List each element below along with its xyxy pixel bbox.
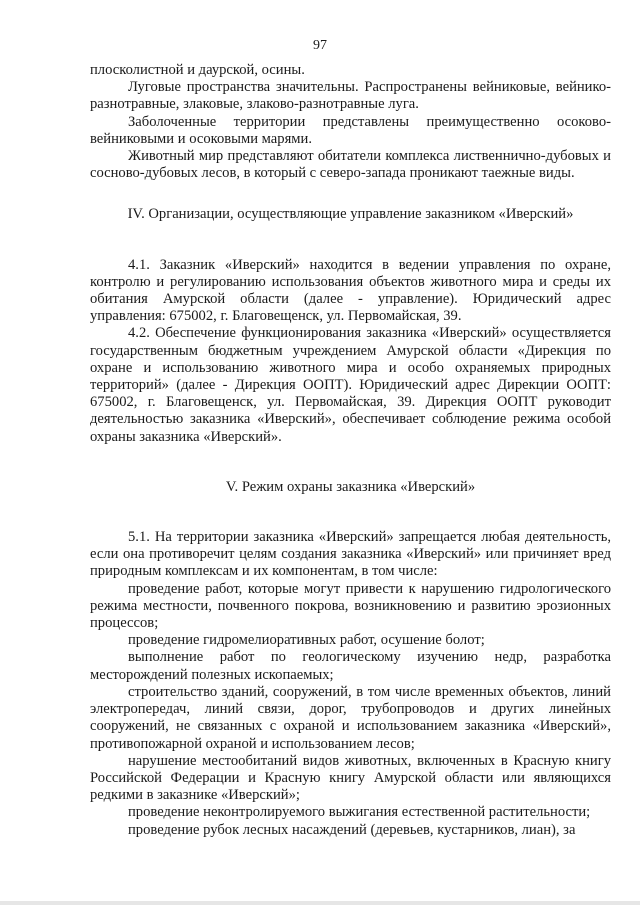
paragraph: Заболоченные территории представлены преимущественно осоково-вейниковыми и осоковыми марями. <box>90 113 611 147</box>
list-item: проведение рубок лесных насаждений (деревьев, кустарников, лиан), за <box>128 821 576 838</box>
list-item: проведение неконтролируемого выжигания естественной растительности; <box>128 804 591 821</box>
scan-edge <box>0 901 640 905</box>
paragraph: 4.1. Заказник «Иверский» находится в ведении управления по охране, контролю и регулированию использования объектов животного мира и среды их обитания Амурской области (далее - управление). Юридический адрес управления: 675002, г. Благовещенск, ул. Первомайская, 39. <box>90 256 611 325</box>
paragraph: плосколистной и даурской, осины. <box>90 62 305 78</box>
list-item: выполнение работ по геологическому изучению недр, разработка месторождений полезных ископаемых; <box>90 649 611 683</box>
paragraph: Животный мир представляют обитатели комплекса лиственнично-дубовых и сосново-дубовых лесов, в который с северо-запада проникают таежные виды. <box>90 148 611 182</box>
list-item: проведение гидромелиоративных работ, осушение болот; <box>128 632 485 649</box>
document-body <box>90 62 611 839</box>
list-item: строительство зданий, сооружений, в том числе временных объектов, линий электропередач, линий связи, дорог, трубопроводов и других линейных сооружений, не связанных с охраной и использованием заказника «Иверский», противопожарной охраной и использованием лесов; <box>90 683 611 752</box>
list-item: проведение работ, которые могут привести к нарушению гидрологического режима местности, почвенного покрова, возникновению и развитию эрозионных процессов; <box>90 580 611 632</box>
paragraph: 4.2. Обеспечение функционирования заказника «Иверский» осуществляется государственным бюджетным учреждением Амурской области «Дирекция по охране и использованию животного мира и особо охраняемых природных территорий» (далее - Дирекция ООПТ). Юридический адрес Дирекции ООПТ: 675002, г. Благовещенск, ул. Первомайская, 39. Дирекция ООПТ руководит деятельностью заказника «Иверский», обеспечивает соблюдение режима особой охраны заказника «Иверский». <box>90 325 611 445</box>
section-heading-management: IV. Организации, осуществляющие управление заказником «Иверский» <box>127 206 574 223</box>
page-number: 97 <box>313 38 327 53</box>
paragraph: 5.1. На территории заказника «Иверский» запрещается любая деятельность, если она противоречит целям создания заказника «Иверский» или причиняет вред природным комплексам и их компонентам, в том числе: <box>90 529 611 580</box>
section-heading-protection-regime: V. Режим охраны заказника «Иверский» <box>225 478 476 495</box>
paragraph: Луговые пространства значительны. Распространены вейниковые, вейнико-разнотравные, злаковые, злаково-разнотравные луга. <box>90 79 611 113</box>
list-item: нарушение местообитаний видов животных, включенных в Красную книгу Российской Федерации и Красную книгу Амурской области или являющихся редкими в заказнике «Иверский»; <box>90 752 611 804</box>
